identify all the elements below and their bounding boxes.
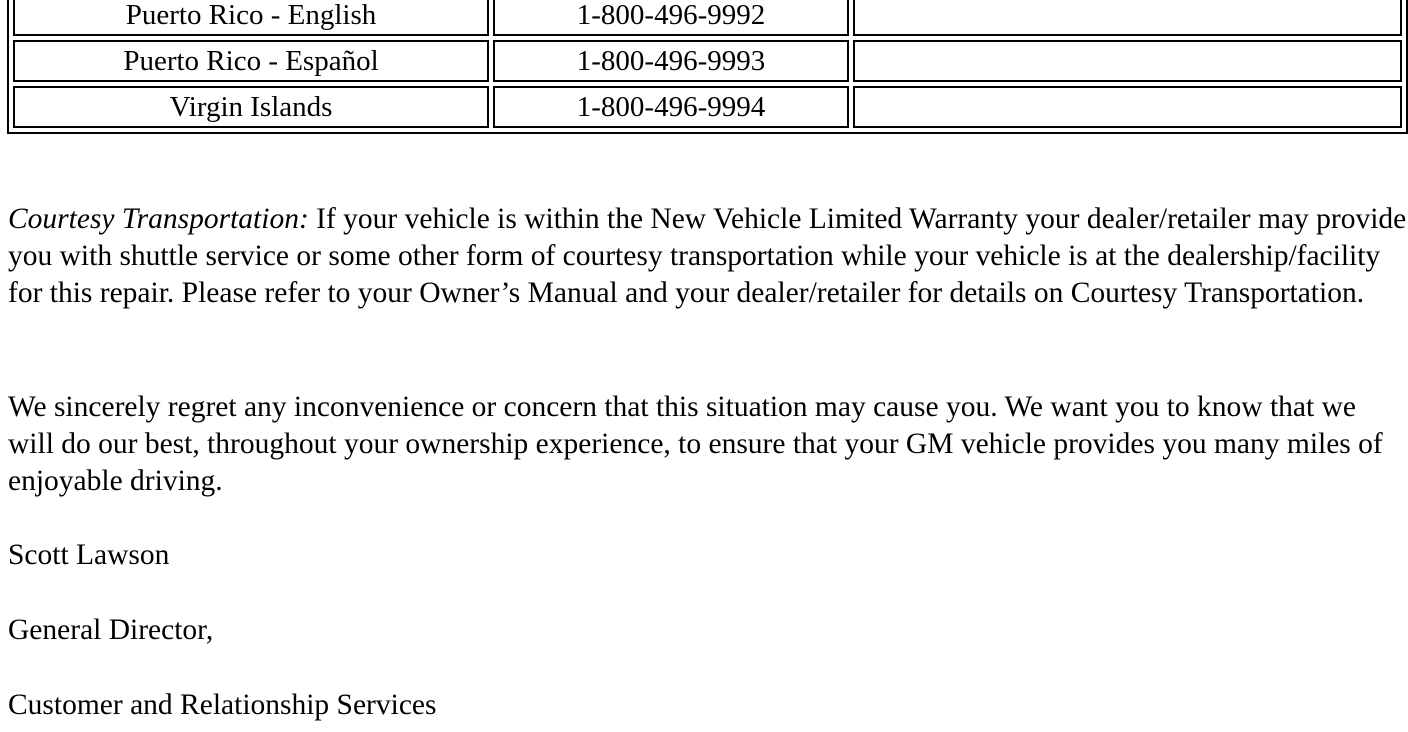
table-row [13, 86, 1402, 128]
signature-title: General Director, [8, 614, 214, 646]
signature-name: Scott Lawson [8, 539, 170, 571]
region-cell: Puerto Rico - English [13, 0, 489, 36]
extra-cell [853, 86, 1402, 128]
phone-contact-table [7, 0, 1408, 134]
extra-cell [853, 0, 1402, 36]
signature-department: Customer and Relationship Services [8, 689, 437, 721]
courtesy-transportation-text: If your vehicle is within the New Vehicle Limited Warranty your dealer/retailer may provide you with shuttle service or some other form of courtesy transportation while your vehicle is at the dealership/facility for this repair. Please refer to your Owner’s Manual and your dealer/retailer for details on Courtesy Transportation. [8, 203, 1407, 309]
phone-cell: 1-800-496-9993 [493, 40, 849, 82]
phone-cell: 1-800-496-9994 [493, 86, 849, 128]
table-row [13, 0, 1402, 36]
phone-cell: 1-800-496-9992 [493, 0, 849, 36]
closing-paragraph: We sincerely regret any inconvenience or concern that this situation may cause you. We want you to know that we will do our best, throughout your ownership experience, to ensure that your GM vehicle provides you many miles of enjoyable driving. [8, 391, 1383, 497]
courtesy-transportation-heading: Courtesy Transportation: [8, 203, 309, 235]
region-cell: Puerto Rico - Español [13, 40, 489, 82]
extra-cell [853, 40, 1402, 82]
region-cell: Virgin Islands [13, 86, 489, 128]
courtesy-transportation-paragraph [8, 201, 1408, 312]
table-row [13, 40, 1402, 82]
